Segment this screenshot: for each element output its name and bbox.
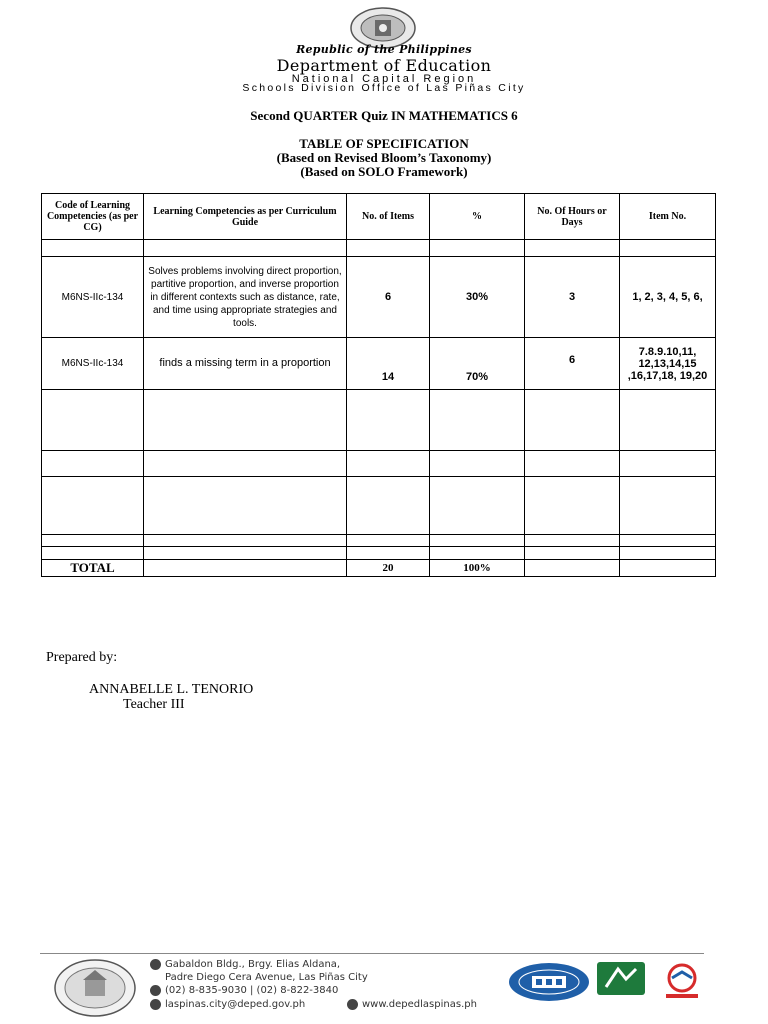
tos-title: TABLE OF SPECIFICATION — [299, 136, 469, 151]
table-row-empty — [42, 390, 716, 451]
table-row — [42, 257, 716, 338]
division-name: Schools Division Office of Las Piñas City — [242, 82, 526, 94]
region-name: National Capital Region — [291, 73, 477, 85]
table-row-empty — [42, 477, 716, 535]
footer-phone: (02) 8-835-9030 | (02) 8-822-3840 — [165, 985, 339, 996]
row-competency: Solves problems involving direct proportion, partitive proportion, and inverse proportion in different contexts such as distance, rate, and time using appropriate strategies and tools. — [144, 257, 347, 338]
footer-divider — [40, 953, 704, 954]
total-label: TOTAL — [42, 560, 144, 577]
header-item-no: Item No. — [620, 194, 716, 240]
preparer-name: ANNABELLE L. TENORIO — [89, 682, 254, 697]
table-total-row — [42, 560, 716, 577]
table-row-empty — [42, 451, 716, 477]
total-percent: 100% — [430, 560, 525, 577]
department-name: Department of Education — [276, 56, 492, 75]
location-icon — [150, 959, 161, 970]
phone-icon — [150, 985, 161, 996]
header-percent: % — [430, 194, 525, 240]
tos-subtitle-solo: (Based on SOLO Framework) — [300, 164, 468, 179]
header-code: Code of Learning Competencies (as per CG) — [42, 194, 144, 240]
prepared-by-label: Prepared by: — [46, 650, 118, 665]
table-row-empty — [42, 240, 716, 257]
footer-address-line2: Padre Diego Cera Avenue, Las Piñas City — [165, 972, 368, 983]
header-competency: Learning Competencies as per Curriculum Guide — [144, 194, 347, 240]
table-row-empty — [42, 547, 716, 560]
header-hours: No. Of Hours or Days — [525, 194, 620, 240]
row-item-no: 7.8.9.10,11, 12,13,14,15 ,16,17,18, 19,20 — [620, 338, 716, 390]
row-hours: 3 — [525, 257, 620, 338]
division-city-seal-logo — [53, 958, 137, 1018]
web-icon — [347, 999, 358, 1010]
preparer-role: Teacher III — [123, 697, 185, 712]
row-item-no: 1, 2, 3, 4, 5, 6, — [620, 257, 716, 338]
row-code: M6NS-IIc-134 — [42, 338, 144, 390]
table-row-empty — [42, 535, 716, 547]
footer-website[interactable]: www.depedlaspinas.ph — [362, 999, 477, 1010]
header-items: No. of Items — [347, 194, 430, 240]
mail-icon — [150, 999, 161, 1010]
table-row — [42, 338, 716, 390]
ias-logo — [596, 961, 646, 996]
total-items: 20 — [347, 560, 430, 577]
row-competency: finds a missing term in a proportion — [144, 338, 347, 390]
certification-logo — [652, 962, 712, 1002]
row-hours: 6 — [525, 338, 620, 390]
iaf-accreditation-logo — [508, 962, 590, 1002]
row-percent: 30% — [430, 257, 525, 338]
row-items: 14 — [347, 338, 430, 390]
specification-table — [41, 193, 716, 577]
republic-line: Republic of the Philippines — [296, 43, 472, 56]
row-code: M6NS-IIc-134 — [42, 257, 144, 338]
row-percent: 70% — [430, 338, 525, 390]
footer-address-line1: Gabaldon Bldg., Brgy. Elias Aldana, — [165, 959, 341, 970]
row-items: 6 — [347, 257, 430, 338]
quiz-title: Second QUARTER Quiz IN MATHEMATICS 6 — [250, 108, 518, 123]
table-header-row — [42, 194, 716, 240]
tos-subtitle-blooms: (Based on Revised Bloom’s Taxonomy) — [276, 150, 492, 165]
footer-email[interactable]: laspinas.city@deped.gov.ph — [165, 999, 306, 1010]
